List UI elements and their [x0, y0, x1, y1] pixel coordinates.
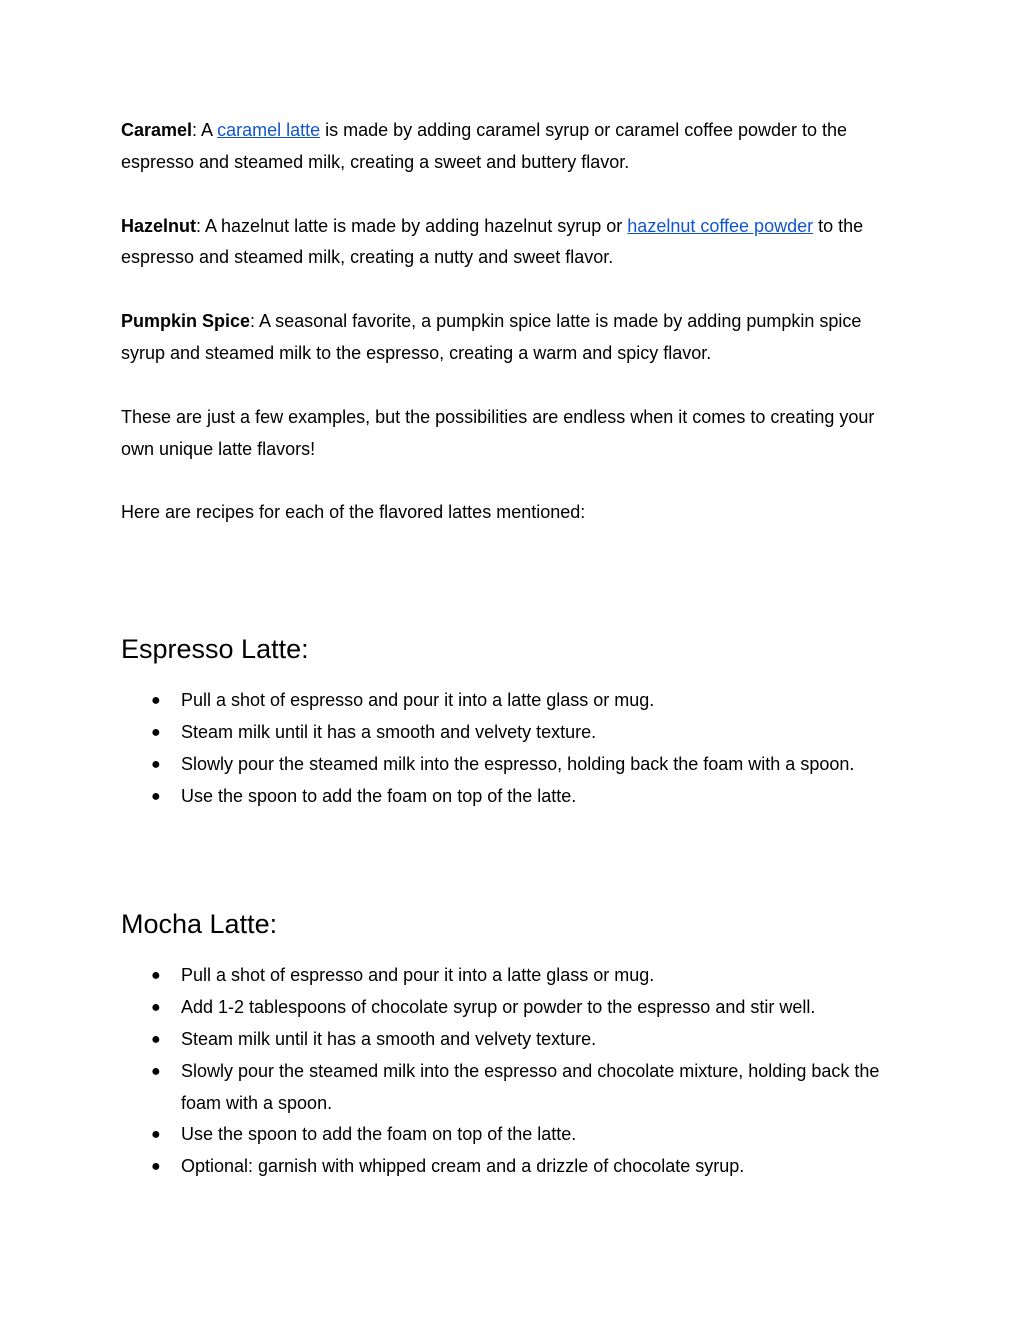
heading-espresso-latte: Espresso Latte:: [121, 634, 309, 665]
list-item: [121, 717, 906, 749]
document-page: [121, 115, 906, 1183]
bullet-icon: ●: [151, 755, 161, 773]
mocha-steps-list: [121, 960, 906, 1183]
step-text: Use the spoon to add the foam on top of the latte.: [181, 1124, 577, 1145]
espresso-steps-list: [121, 685, 906, 812]
hazelnut-coffee-powder-link[interactable]: hazelnut coffee powder: [627, 215, 814, 236]
pumpkin-text-post: : A seasonal favorite, a pumpkin spice latte is made by adding pumpkin spice syrup and steamed milk to the espresso, creating a warm and spicy flavor.: [121, 311, 862, 363]
bullet-icon: ●: [151, 1158, 161, 1176]
bullet-icon: ●: [151, 999, 161, 1017]
step-text: Use the spoon to add the foam on top of the latte.: [181, 785, 577, 806]
step-text: Pull a shot of espresso and pour it into a latte glass or mug.: [181, 965, 655, 986]
bullet-icon: ●: [151, 967, 161, 985]
bullet-icon: ●: [151, 1062, 161, 1080]
step-text: Steam milk until it has a smooth and velvety texture.: [181, 721, 597, 742]
step-text: Slowly pour the steamed milk into the espresso and chocolate mixture, holding back the foam with a spoon.: [181, 1060, 880, 1113]
step-text: Slowly pour the steamed milk into the espresso, holding back the foam with a spoon.: [181, 753, 855, 774]
caramel-text-post: is made by adding caramel syrup or caramel coffee powder to the espresso and steamed milk, creating a sweet and buttery flavor.: [121, 120, 848, 172]
paragraph-pumpkin-spice: [121, 306, 906, 370]
list-item: [121, 1024, 906, 1056]
bullet-icon: ●: [151, 1030, 161, 1048]
list-item: [121, 1151, 906, 1183]
bullet-icon: ●: [151, 723, 161, 741]
bullet-icon: ●: [151, 692, 161, 710]
paragraph-recipes-intro: Here are recipes for each of the flavored lattes mentioned:: [121, 502, 586, 523]
list-item: [121, 781, 906, 813]
paragraph-caramel: [121, 115, 906, 179]
step-text: Optional: garnish with whipped cream and a drizzle of chocolate syrup.: [181, 1156, 745, 1177]
hazelnut-text-post: to the espresso and steamed milk, creating a nutty and sweet flavor.: [121, 215, 864, 268]
heading-mocha-latte: Mocha Latte:: [121, 909, 278, 940]
step-text: Pull a shot of espresso and pour it into a latte glass or mug.: [181, 690, 655, 711]
list-item: [121, 749, 906, 781]
term-pumpkin-spice: Pumpkin Spice: [121, 311, 251, 332]
list-item: [121, 1119, 906, 1151]
list-item: [121, 992, 906, 1024]
caramel-latte-link[interactable]: caramel latte: [217, 120, 321, 140]
caramel-text-pre: : A: [192, 120, 218, 140]
list-item: [121, 685, 906, 717]
step-text: Add 1-2 tablespoons of chocolate syrup or powder to the espresso and stir well.: [181, 997, 816, 1018]
list-item: [121, 1056, 906, 1120]
paragraph-hazelnut: [121, 211, 906, 275]
paragraph-closing: These are just a few examples, but the possibilities are endless when it comes to creating your own unique latte flavors!: [121, 406, 875, 459]
term-hazelnut: Hazelnut: [121, 215, 197, 236]
bullet-icon: ●: [151, 1126, 161, 1144]
hazelnut-text-pre: : A hazelnut latte is made by adding hazelnut syrup or: [196, 215, 628, 236]
step-text: Steam milk until it has a smooth and velvety texture.: [181, 1028, 597, 1049]
term-caramel: Caramel: [121, 120, 193, 140]
list-item: [121, 960, 906, 992]
bullet-icon: ●: [151, 787, 161, 805]
